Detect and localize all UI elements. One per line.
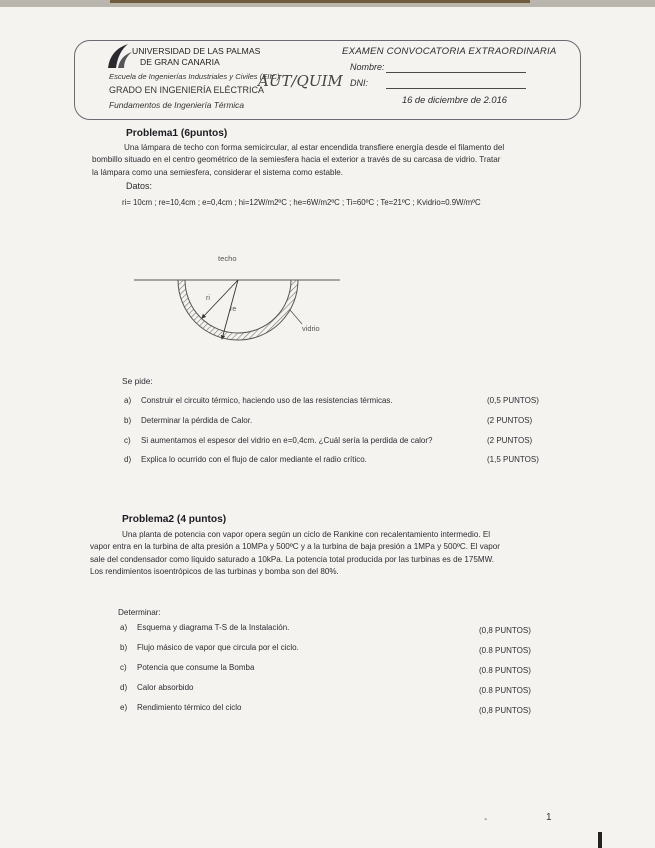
question-points: (0.8 PUNTOS) xyxy=(479,686,531,695)
question-text: Potencia que consume la Bomba xyxy=(137,663,255,672)
name-label: Nombre: xyxy=(350,62,385,72)
exam-title: EXAMEN CONVOCATORIA EXTRAORDINARIA xyxy=(342,46,557,57)
dni-field-line[interactable] xyxy=(386,88,526,89)
problem1-title: Problema1 (6puntos) xyxy=(126,128,228,139)
question-points: (0,8 PUNTOS) xyxy=(479,706,531,715)
exam-date: 16 de diciembre de 2.016 xyxy=(402,95,507,105)
school-name: Escuela de Ingenierías Industriales y Civiles (EIIC) xyxy=(109,72,280,81)
question-text: Flujo másico de vapor que circula por el ciclo. xyxy=(137,643,299,652)
glass-label: vidrio xyxy=(302,324,320,333)
ri-label: ri xyxy=(206,295,210,302)
name-field-line[interactable] xyxy=(386,72,526,73)
page-number: 1 xyxy=(546,812,552,823)
ask-label: Se pide: xyxy=(122,376,153,386)
dni-label: DNI: xyxy=(350,78,368,88)
question-letter: c) xyxy=(120,663,127,672)
problem2-title: Problema2 (4 puntos) xyxy=(122,514,227,525)
question-points: (1,5 PUNTOS) xyxy=(487,455,539,464)
question-points: (2 PUNTOS) xyxy=(487,436,533,445)
lamp-diagram xyxy=(130,248,360,348)
question-text: Rendimiento térmico del ciclo xyxy=(137,703,242,712)
top-edge-line xyxy=(110,0,530,3)
problem1-statement: Una lámpara de techo con forma semicircular, al estar encendida transfiere energía desde el filamento del bombillo situado en el centro geométrico de la semiesfera hacia el exterior a través de su carcasa de vidrio. Tratar la lámpara como una semiesfera, considerar el sistema como estable. xyxy=(92,143,505,177)
degree-name: GRADO EN INGENIERÍA ELÉCTRICA xyxy=(109,85,265,95)
question-letter: e) xyxy=(120,703,128,712)
problem2-statement: Una planta de potencia con vapor opera según un ciclo de Rankine con recalentamiento intermedio. El vapor entra en la turbina de alta presión a 10MPa y 500ºC y a la turbina de baja presión a 1MPa y 500ºC. El vapor sale del condensador como líquido saturado a 10kPa. La potencia total producida por las turbinas es de 175MW. Los rendimientos isoentrópicos de las turbinas y bomba son del 80%. xyxy=(90,530,500,576)
question-letter: d) xyxy=(124,455,132,464)
question-text: Explica lo ocurrido con el flujo de calor mediante el radio crítico. xyxy=(141,455,367,464)
question-points: (0.8 PUNTOS) xyxy=(479,646,531,655)
subject-name: Fundamentos de Ingeniería Térmica xyxy=(109,100,245,110)
question-text: Construir el circuito térmico, haciendo uso de las resistencias térmicas. xyxy=(141,396,393,405)
re-label: re xyxy=(230,306,237,313)
question-points: (2 PUNTOS) xyxy=(487,416,533,425)
question-letter: d) xyxy=(120,683,128,692)
question-points: (0.8 PUNTOS) xyxy=(479,666,531,675)
question-letter: b) xyxy=(120,643,128,652)
question-text: Calor absorbido xyxy=(137,683,194,692)
question-points: (0,8 PUNTOS) xyxy=(479,626,531,635)
glass-shell xyxy=(178,280,298,340)
question-text: Determinar la pérdida de Calor. xyxy=(141,416,253,425)
question-letter: a) xyxy=(124,396,132,405)
footer-dash: - xyxy=(484,814,488,825)
university-name: UNIVERSIDAD DE LAS PALMAS DE GRAN CANARIA xyxy=(132,46,261,67)
question-points: (0,5 PUNTOS) xyxy=(487,396,539,405)
university-logo-icon xyxy=(104,42,134,70)
question-text: Si aumentamos el espesor del vidrio en e=0,4cm. ¿Cuál sería la perdida de calor? xyxy=(141,436,433,445)
question-letter: b) xyxy=(124,416,132,425)
data-label: Datos: xyxy=(126,181,153,191)
determine-label: Determinar: xyxy=(118,608,161,617)
question-letter: c) xyxy=(124,436,131,445)
scan-mark xyxy=(598,832,602,848)
glass-leader xyxy=(290,310,302,324)
question-letter: a) xyxy=(120,623,128,632)
data-values: ri= 10cm ; re=10,4cm ; e=0,4cm ; hi=12W/m2ºC ; he=6W/m2ºC ; Ti=60ºC ; Te=21ºC ; Kvidrio=0.9W/mºC xyxy=(122,198,481,207)
handwritten-annotation: AUT/QUIM xyxy=(258,72,343,90)
question-text: Esquema y diagrama T-S de la Instalación. xyxy=(137,623,290,632)
ceiling-label: techo xyxy=(218,254,237,263)
